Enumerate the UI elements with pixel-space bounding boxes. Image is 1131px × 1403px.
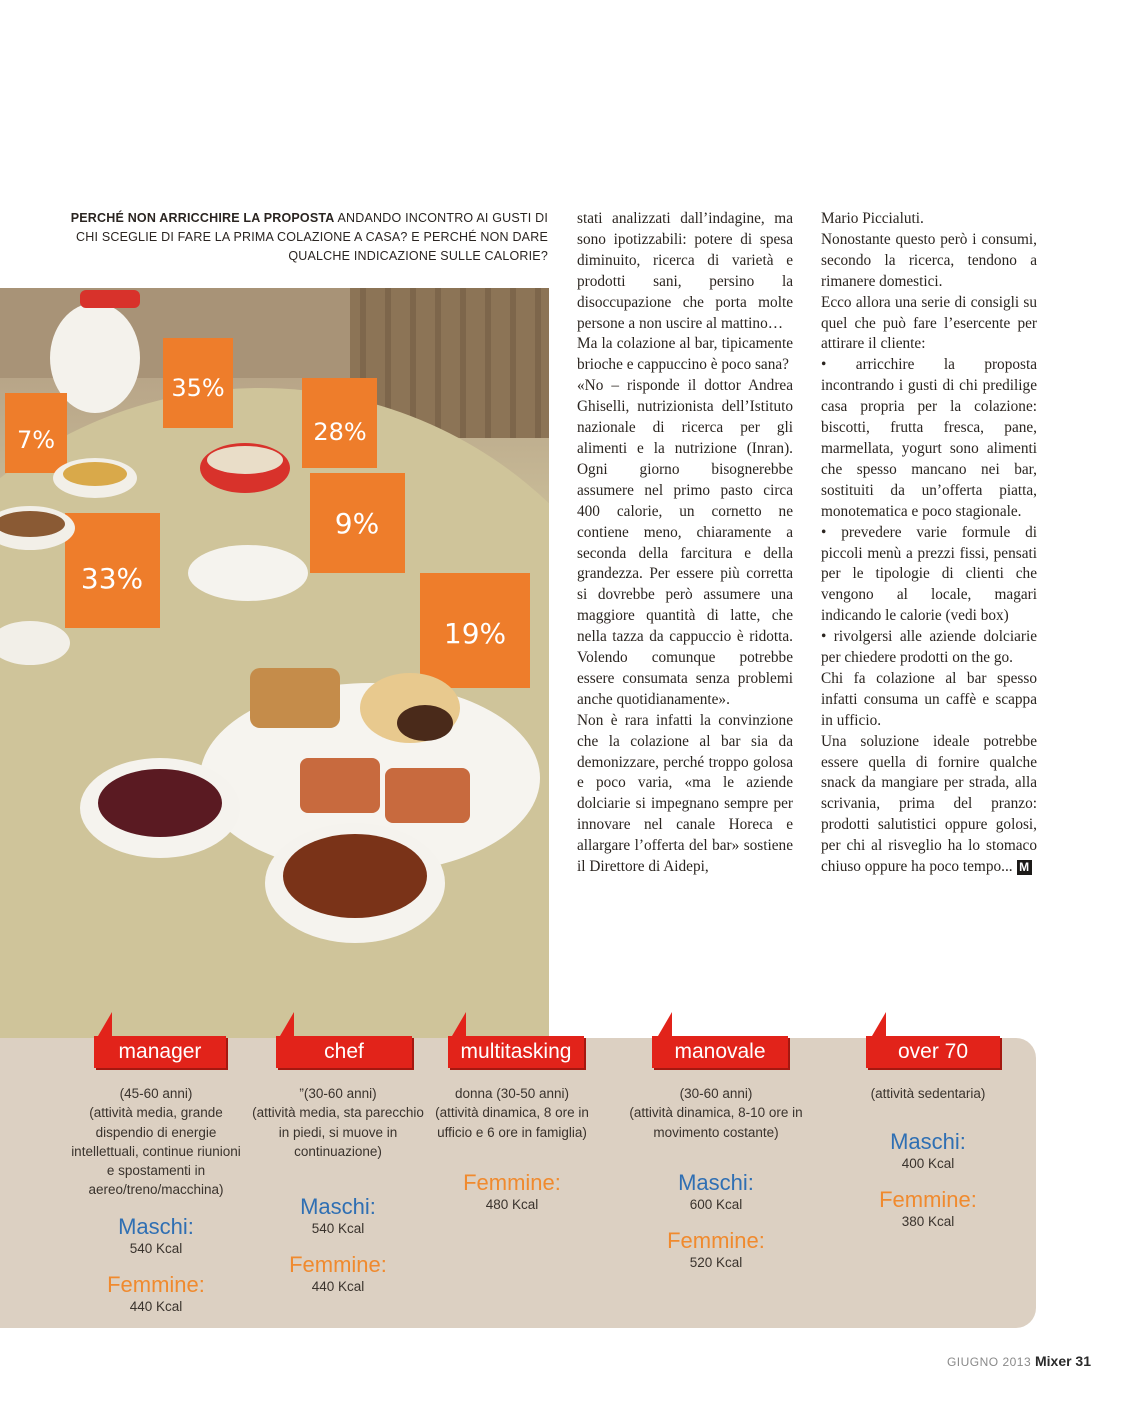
group-label-male: Maschi: (678, 1169, 754, 1195)
profile-description: (30-60 anni) (attività dinamica, 8-10 ore in movimento costante) (629, 1086, 803, 1140)
tab-chef: chef (276, 1036, 412, 1068)
group-kcal: 440 Kcal (311, 1279, 365, 1295)
profile-chef (248, 1084, 428, 1296)
caption-lead: PERCHÉ NON ARRICCHIRE LA PROPOSTA (70, 211, 335, 225)
group-label-female: Femmine: (667, 1227, 765, 1253)
col2-paragraph: Ecco allora una serie di consigli su quel che può fare l’esercente per attirare il cliente: (821, 293, 1037, 353)
card-label-33: 33% (80, 562, 144, 595)
tab-over-70: over 70 (866, 1036, 1000, 1068)
col1-paragraph: stati analizzati dall’indagine, ma sono ipotizzabili: potere di spesa diminuito, ricerca di varietà e prodotti sani, persino la disoccupazione che porta molte persone a non uscire al mattino… (577, 210, 793, 332)
profile-description: ”(30-60 anni) (attività media, sta parecchio in piedi, si muove in continuazione) (252, 1086, 424, 1159)
group-kcal: 480 Kcal (485, 1196, 539, 1212)
article-end-mark: M (1017, 860, 1032, 875)
percent-card-28 (302, 378, 377, 468)
col2-paragraph (821, 732, 1037, 878)
group-kcal: 440 Kcal (129, 1298, 183, 1314)
col1-paragraph: «No – risponde il dottor Andrea Ghiselli, nutrizionista dell’Istituto nazionale di ricerca per gli alimenti e la nutrizione (Inran). Ogni giorno bisognerebbe assumere nel primo pasto circa 400 calorie, un cornetto ne contiene meno, chiaramente a seconda della farcitura e della grandezza. Per essere più corretta si dovrebbe però assumere una maggiore quantità di latte, che nella tazza da cappuccio è ridotta. Volendo comunque potrebbe essere consumata senza problemi anche quotidianamente». (577, 377, 793, 708)
percent-card-19 (420, 573, 530, 688)
col2-paragraph: • prevedere varie formule di piccoli menù a prezzi fissi, pensati per le tipologie di clienti che vengono al locale, magari indicando le calorie (vedi box) (821, 523, 1037, 625)
tab-manovale: manovale (652, 1036, 788, 1068)
tab-flag (658, 1012, 672, 1036)
group-label-female: Femmine: (879, 1187, 977, 1213)
group-label-female: Femmine: (289, 1252, 387, 1278)
tab-flag (872, 1012, 886, 1036)
profile-manager (66, 1084, 246, 1316)
group-kcal: 400 Kcal (901, 1156, 955, 1172)
col2-paragraph: Mario Piccialuti. (821, 210, 924, 227)
group-label-female: Femmine: (107, 1271, 205, 1297)
group-kcal: 540 Kcal (311, 1221, 365, 1237)
photo-caption (60, 209, 548, 266)
tab-manager: manager (94, 1036, 226, 1068)
caption-rest: ANDANDO INCONTRO AI GUSTI DI CHI SCEGLIE DI FARE LA PRIMA COLAZIONE A CASA? E PERCHÉ NON DARE QUALCHE INDICAZIONE SULLE CALORIE? (76, 211, 548, 263)
text-column-2 (821, 209, 1037, 878)
profile-over-70 (838, 1084, 1018, 1231)
group-kcal: 520 Kcal (689, 1254, 743, 1270)
card-label-7: 7% (16, 426, 56, 454)
group-label-female: Femmine: (463, 1169, 561, 1195)
profile-description: (45-60 anni) (attività media, grande dispendio di energie intellettuali, continue riunioni e spostamenti in aereo/treno/macchina) (71, 1086, 241, 1198)
card-label-19: 19% (443, 617, 507, 650)
profile-description: (attività sedentaria) (870, 1086, 986, 1101)
tab-flag (452, 1012, 466, 1036)
issue-date: GIUGNO 2013 (946, 1355, 1032, 1369)
col2-paragraph: • arricchire la proposta incontrando i gusti di chi predilige casa propria per la colazione: biscotti, frutta fresca, pane, marmellata, yogurt sono alimenti che spesso mancano nei bar, sostituiti da un’offerta piatta, monotematica e poco stagionale. (821, 356, 1037, 520)
group-label-male: Maschi: (300, 1194, 376, 1220)
profile-manovale (626, 1084, 806, 1272)
group-label-male: Maschi: (118, 1213, 194, 1239)
col2-paragraph: Chi fa colazione al bar spesso infatti consuma un caffè e scappa in ufficio. (821, 669, 1037, 729)
page-number: 31 (1075, 1353, 1091, 1369)
col2-paragraph: • rivolgersi alle aziende dolciarie per chiedere prodotti on the go. (821, 628, 1037, 667)
col1-paragraph: Non è rara infatti la convinzione che la colazione al bar sia da demonizzare, perché troppo golosa e poco varia, «ma le aziende dolciarie si impegnano sempre per innovare nel canale Horeca e allargare l’offerta del bar» sostiene il Direttore di Aidepi, (577, 711, 793, 876)
percent-card-7 (5, 393, 67, 473)
group-kcal: 380 Kcal (901, 1214, 955, 1230)
group-kcal: 600 Kcal (689, 1196, 743, 1212)
page-footer (947, 1353, 1091, 1369)
col1-paragraph: Ma la colazione al bar, tipicamente brioche e cappuccino è poco sana? (577, 335, 793, 374)
tab-flag (98, 1012, 112, 1036)
group-label-male: Maschi: (890, 1129, 966, 1155)
text-column-1 (577, 209, 793, 878)
percent-card-33 (65, 513, 160, 628)
tab-flag (280, 1012, 294, 1036)
col2-last-text: Una soluzione ideale potrebbe essere quella di fornire qualche snack da mangiare per strada, alla scrivania, prima del pranzo: prodotti salutistici oppure golosi, per chi al risveglio ha lo stomaco chiuso oppure ha poco tempo... (821, 732, 1037, 876)
card-label-35: 35% (171, 374, 225, 402)
profile-multitasking (422, 1084, 602, 1214)
group-kcal: 540 Kcal (129, 1240, 183, 1256)
breakfast-photo (0, 288, 549, 1040)
percent-card-35 (163, 338, 233, 428)
percent-card-9 (310, 473, 405, 573)
magazine-name: Mixer (1035, 1353, 1072, 1369)
col2-paragraph: Nonostante questo però i consumi, secondo la ricerca, tendono a rimanere domestici. (821, 230, 1037, 290)
card-label-28: 28% (313, 418, 367, 446)
card-label-9: 9% (334, 507, 380, 540)
tab-multitasking: multitasking (448, 1036, 584, 1068)
breakfast-scene (0, 288, 549, 1040)
profile-description: donna (30-50 anni) (attività dinamica, 8 ore in ufficio e 6 ore in famiglia) (435, 1086, 589, 1140)
